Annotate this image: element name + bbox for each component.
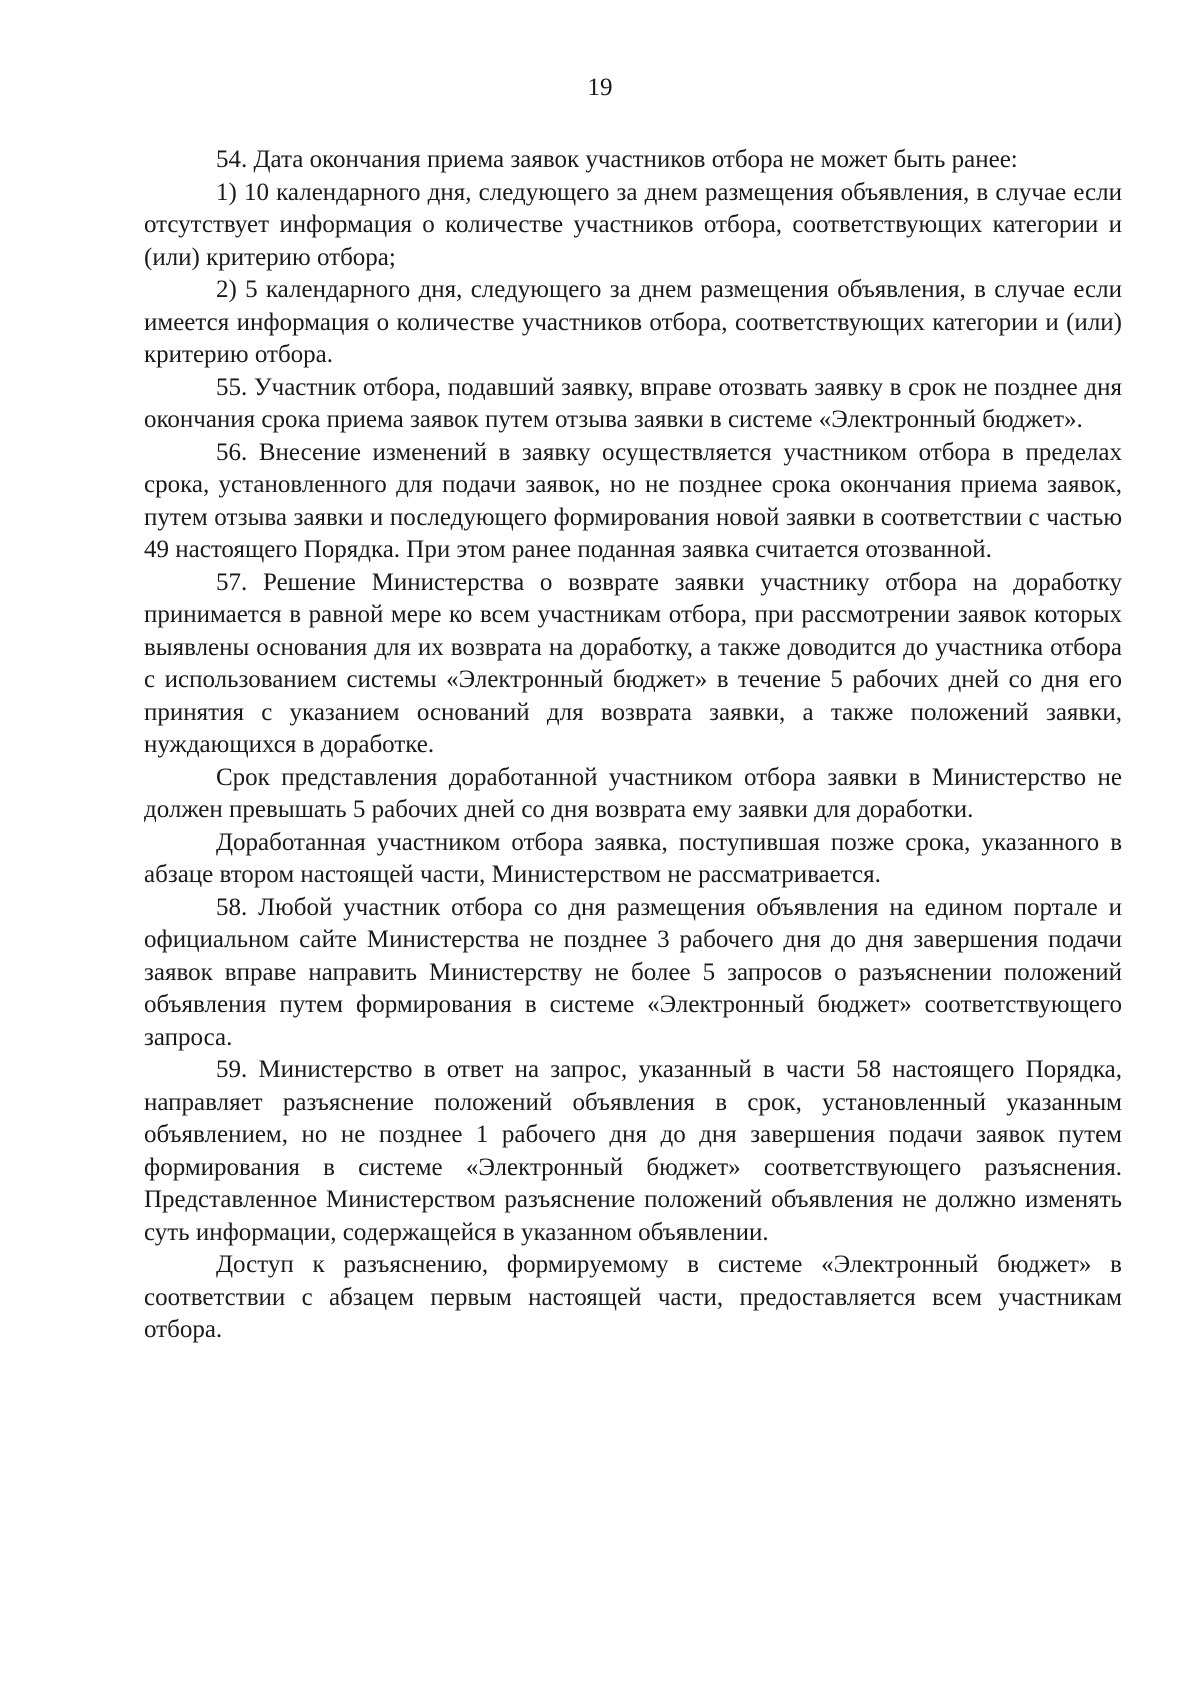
paragraph-54-item-2: 2) 5 календарного дня, следующего за днем размещения объявления, в случае если имеется информация о количестве участников отбора, соответствующих категории и (или) критерию отбора. [144,276,1122,368]
paragraph-57: 57. Решение Министерства о возврате заявки участнику отбора на доработку принимается в равной мере ко всем участникам отбора, при рассмотрении заявок которых выявлены основания для их возврата на доработку, а также доводится до участника отбора с использованием системы «Электронный бюджет» в течение 5 рабочих дней со дня его принятия с указанием оснований для возврата заявки, а также положений заявки, нуждающихся в доработке. [144,568,1122,758]
paragraph-55: 55. Участник отбора, подавший заявку, вправе отозвать заявку в срок не позднее дня окончания срока приема заявок путем отзыва заявки в системе «Электронный бюджет». [144,373,1122,433]
paragraph-59: 59. Министерство в ответ на запрос, указанный в части 58 настоящего Порядка, направляет разъяснение положений объявления в срок, установленный указанным объявлением, но не позднее 1 рабочего дня до дня завершения подачи заявок путем формирования в системе «Электронный бюджет» соответствующего разъяснения. Представленное Министерством разъяснение положений объявления не должно изменять суть информации, содержащейся в указанном объявлении. [144,1056,1122,1246]
paragraph-54-item-1: 1) 10 календарного дня, следующего за днем размещения объявления, в случае если отсутствует информация о количестве участников отбора, соответствующих категории и (или) критерию отбора; [144,178,1122,271]
paragraph-59-access: Доступ к разъяснению, формируемому в системе «Электронный бюджет» в соответствии с абзацем первым настоящей части, предоставляется всем участникам отбора. [144,1251,1122,1343]
page-number: 19 [587,74,613,101]
paragraph-58: 58. Любой участник отбора со дня размещения объявления на едином портале и официальном сайте Министерства не позднее 3 рабочего дня до дня завершения подачи заявок вправе направить Министерству не более 5 запросов о разъяснении положений объявления путем формирования в системе «Электронный бюджет» соответствующего запроса. [144,893,1122,1051]
paragraph-56: 56. Внесение изменений в заявку осуществляется участником отбора в пределах срока, установленного для подачи заявок, но не позднее срока окончания приема заявок, путем отзыва заявки и последующего формирования новой заявки в соответствии с частью 49 настоящего Порядка. При этом ранее поданная заявка считается отозванной. [144,438,1122,563]
paragraph-57-term: Срок представления доработанной участником отбора заявки в Министерство не должен превышать 5 рабочих дней со дня возврата ему заявки для доработки. [144,763,1122,823]
document-body [144,144,1122,1347]
paragraph-54: 54. Дата окончания приема заявок участников отбора не может быть ранее: [216,146,1018,173]
paragraph-57-late: Доработанная участником отбора заявка, поступившая позже срока, указанного в абзаце втором настоящей части, Министерством не рассматривается. [144,828,1122,888]
